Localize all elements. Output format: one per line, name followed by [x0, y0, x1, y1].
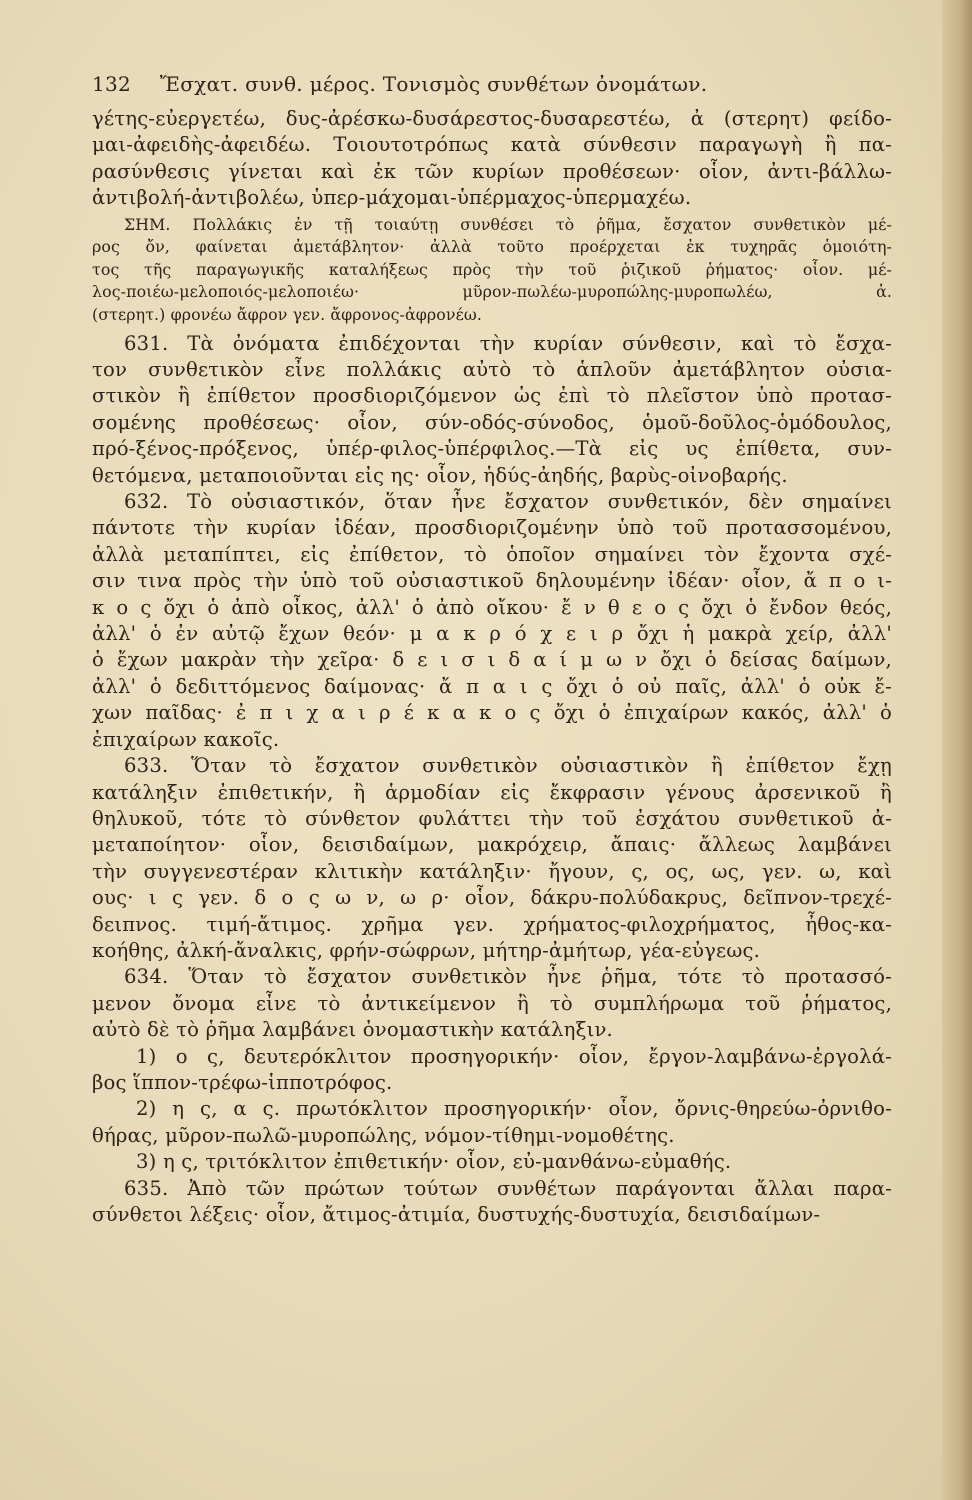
- page-number: 132: [92, 72, 132, 96]
- text-line: θετόμενα, μεταποιοῦνται εἰς ης· οἷον, ἡδύς-ἀηδής, βαρὺς-οἰνοβαρής.: [92, 463, 788, 487]
- text-line: 635. Ἀπὸ τῶν πρώτων τούτων συνθέτων παράγονται ἄλλαι παρα-: [124, 1176, 892, 1200]
- paragraph: [92, 489, 892, 753]
- paragraph: [92, 753, 892, 964]
- text-line: ἀλλ' ὁ ἐν αὐτῷ ἔχων θεόν· μ α κ ρ ό χ ε ι ρ ὄχι ἡ μακρὰ χείρ, ἀλλ': [92, 622, 892, 646]
- text-line: 634. Ὅταν τὸ ἔσχατον συνθετικὸν ἦνε ῥῆμα, τότε τὸ προτασσό-: [124, 965, 892, 989]
- text-line: αὐτὸ δὲ τὸ ῥῆμα λαμβάνει ὀνομαστικὴν κατάληξιν.: [92, 1018, 613, 1042]
- text-line: σιν τινα πρὸς τὴν ὑπὸ τοῦ οὐσιαστικοῦ δηλουμένην ἰδέαν· οἷον, ἄ π ο ι-: [92, 569, 892, 593]
- text-line: σομένης προθέσεως· οἷον, σύν-οδός-σύνοδος, ὁμοῦ-δοῦλος-ὁμόδουλος,: [92, 410, 892, 434]
- text-line: κατάληξιν ἐπιθετικήν, ἢ ἁρμοδίαν εἰς ἔκφρασιν γένους ἀρσενικοῦ ἢ: [92, 780, 892, 804]
- text-line: τος τῆς παραγωγικῆς καταλήξεως πρὸς τὴν τοῦ ῥιζικοῦ ῥήματος· οἷον. μέ-: [92, 259, 892, 279]
- text-line: ἀλλὰ μεταπίπτει, εἰς ἐπίθετον, τὸ ὁποῖον σημαίνει τὸν ἔχοντα σχέ-: [92, 542, 892, 566]
- text-line: ἐπιχαίρων κακοῖς.: [92, 727, 280, 751]
- text-line: μενον ὄνομα εἶνε τὸ ἀντικείμενον ἢ τὸ συμπλήρωμα τοῦ ῥήματος,: [92, 991, 892, 1015]
- text-line: λος-ποιέω-μελοποιός-μελοποιέω· μῦρον-πωλέω-μυροπώλης-μυροπωλέω, ἀ.: [92, 282, 892, 302]
- paragraph: [92, 331, 892, 489]
- text-line: βος ἵππον-τρέφω-ἱπποτρόφος.: [92, 1070, 393, 1094]
- text-line: κ ο ς ὄχι ὁ ἀπὸ οἶκος, ἀλλ' ὁ ἀπὸ οἴκου· ἔ ν θ ε ο ς ὄχι ὁ ἔνδον θεός,: [92, 595, 892, 619]
- text-line: δειπνος. τιμή-ἄτιμος. χρῆμα γεν. χρήματος-φιλοχρήματος, ἦθος-κα-: [92, 912, 892, 936]
- note-paragraph: [92, 214, 892, 327]
- paragraph: [92, 964, 892, 1043]
- list-item: [92, 1044, 892, 1097]
- text-line: γέτης-εὐεργετέω, δυς-ἀρέσκω-δυσάρεστος-δυσαρεστέω, ἀ (στερητ) φείδο-: [92, 107, 892, 130]
- running-header: [92, 70, 892, 98]
- text-line: ἀλλ' ὁ δεδιττόμενος δαίμονας· ἄ π α ι ς ὄχι ὁ οὐ παῖς, ἀλλ' ὁ οὐκ ἔ-: [92, 674, 892, 698]
- text-line: σύνθετοι λέξεις· οἷον, ἄτιμος-ἀτιμία, δυστυχής-δυστυχία, δεισιδαίμων-: [92, 1203, 821, 1226]
- text-line: πρό-ξένος-πρόξενος, ὑπέρ-φιλος-ὑπέρφιλος.—Τὰ εἰς υς ἐπίθετα, συν-: [92, 437, 892, 461]
- text-line: (στερητ.) φρονέω ἄφρον γεν. ἄφρονος-ἀφρονέω.: [92, 305, 482, 324]
- text-line: ους· ι ς γεν. δ ο ς ω ν, ω ρ· οἷον, δάκρυ-πολύδακρυς, δεῖπνον-τρεχέ-: [92, 886, 892, 910]
- text-line: θήρας, μῦρον-πωλῶ-μυροπώλης, νόμον-τίθημι-νομοθέτης.: [92, 1123, 675, 1147]
- text-line: κοήθης, ἀλκή-ἄναλκις, φρήν-σώφρων, μήτηρ-ἀμήτωρ, γέα-εὐγεως.: [92, 938, 761, 962]
- running-title: Ἔσχατ. συνθ. μέρος. Τονισμὸς συνθέτων ὀνομάτων.: [159, 72, 708, 96]
- text-line: μεταποίητον· οἷον, δεισιδαίμων, μακρόχειρ, ἄπαις· ἄλλεως λαμβάνει: [92, 833, 892, 857]
- paragraph: [92, 106, 892, 212]
- text-line: 3) η ς, τριτόκλιτον ἐπιθετικήν· οἷον, εὐ-μανθάνω-εὐμαθής.: [136, 1150, 732, 1174]
- text-line: ἀντιβολή-ἀντιβολέω, ὑπερ-μάχομαι-ὑπέρμαχος-ὑπερμαχέω.: [92, 186, 692, 210]
- text-line: πάντοτε τὴν κυρίαν ἰδέαν, προσδιοριζομένην ὑπὸ τοῦ προτασσομένου,: [92, 516, 892, 540]
- text-line: 1) ο ς, δευτερόκλιτον προσηγορικήν· οἷον, ἔργον-λαμβάνω-ἐργολά-: [136, 1044, 892, 1068]
- text-line: 633. Ὅταν τὸ ἔσχατον συνθετικὸν οὐσιαστικὸν ἢ ἐπίθετον ἔχῃ: [124, 754, 892, 778]
- text-line: ρος ὄν, φαίνεται ἀμετάβλητον· ἀλλὰ τοῦτο προέρχεται ἐκ τυχηρᾶς ὁμοιότη-: [92, 237, 892, 257]
- page-gutter-shadow: [942, 0, 972, 1500]
- text-line: χων παῖδας· ἐ π ι χ α ι ρ έ κ α κ ο ς ὄχι ὁ ἐπιχαίρων κακός, ἀλλ' ὁ: [92, 701, 892, 725]
- text-line: στικὸν ἢ ἐπίθετον προσδιοριζόμενον ὡς ἐπὶ τὸ πλεῖστον ὑπὸ προτασ-: [92, 384, 892, 408]
- text-line: μαι-ἀφειδὴς-ἀφειδέω. Τοιουτοτρόπως κατὰ σύνθεσιν παραγωγὴ ἢ πα-: [92, 133, 892, 157]
- text-line: ΣΗΜ. Πολλάκις ἐν τῇ τοιαύτῃ συνθέσει τὸ ῥῆμα, ἔσχατον συνθετικὸν μέ-: [124, 214, 892, 234]
- text-line: θηλυκοῦ, τότε τὸ σύνθετον φυλάττει τὴν τοῦ ἐσχάτου συνθετικοῦ ἀ-: [92, 806, 892, 830]
- text-line: τον συνθετικὸν εἶνε πολλάκις αὐτὸ τὸ ἁπλοῦν ἀμετάβλητον οὐσια-: [92, 358, 892, 381]
- text-line: 631. Τὰ ὀνόματα ἐπιδέχονται τὴν κυρίαν σύνθεσιν, καὶ τὸ ἔσχα-: [124, 331, 892, 355]
- page-text-block: [92, 70, 892, 1228]
- text-line: τὴν συγγενεστέραν κλιτικὴν κατάληξιν· ἤγουν, ς, ος, ως, γεν. ω, καὶ: [92, 859, 892, 883]
- text-line: 2) η ς, α ς. πρωτόκλιτον προσηγορικήν· οἷον, ὄρνις-θηρεύω-ὀρνιθο-: [136, 1097, 892, 1121]
- text-line: 632. Τὸ οὐσιαστικόν, ὅταν ἦνε ἔσχατον συνθετικόν, δὲν σημαίνει: [124, 490, 892, 514]
- paragraph: [92, 1176, 892, 1229]
- text-line: ρασύνθεσις γίνεται καὶ ἐκ τῶν κυρίων προθέσεων· οἷον, ἀντι-βάλλω-: [92, 159, 892, 183]
- list-item: [92, 1096, 892, 1149]
- list-item: [92, 1149, 892, 1175]
- text-line: ὁ ἔχων μακρὰν τὴν χεῖρα· δ ε ι σ ι δ α ί μ ω ν ὄχι ὁ δείσας δαίμων,: [92, 648, 892, 672]
